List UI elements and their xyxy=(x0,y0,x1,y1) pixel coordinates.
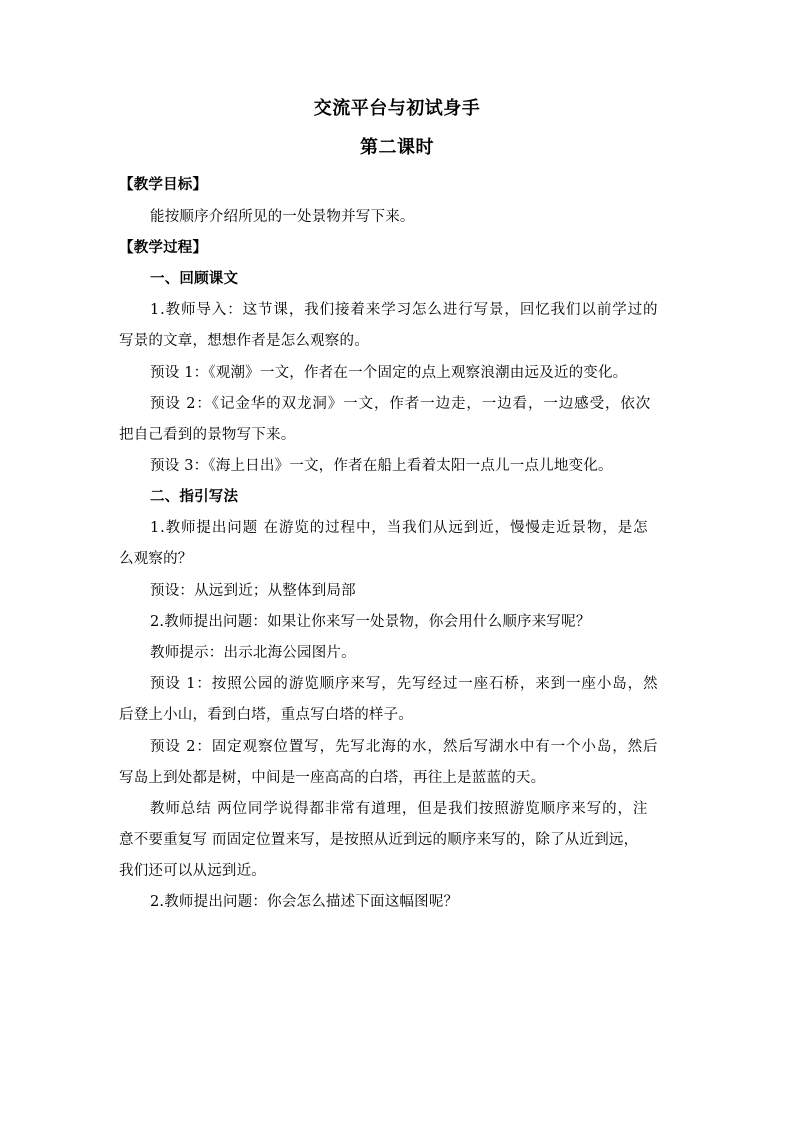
paragraph-line: 预设 2：《记金华的双龙洞》一文，作者一边走，一边看，一边感受，依次 xyxy=(150,396,652,412)
paragraph-line: 我们还可以从远到近。 xyxy=(119,863,266,879)
paragraph-line: 1.教师导入：这节课，我们接着来学习怎么进行写景，回忆我们以前学过的 xyxy=(150,302,659,318)
paragraph-line: 教师提示：出示北海公园图片。 xyxy=(150,645,356,661)
paragraph-line: 写景的文章，想想作者是怎么观察的。 xyxy=(119,333,369,349)
paragraph-line: 能按顺序介绍所见的一处景物并写下来。 xyxy=(150,209,415,225)
paragraph-line: 么观察的？ xyxy=(119,551,193,567)
section-heading-process: 【教学过程】 xyxy=(119,239,208,256)
paragraph-line: 2.教师提出问题：你会怎么描述下面这幅图呢？ xyxy=(150,894,459,910)
paragraph-line: 1.教师提出问题 在游览的过程中，当我们从远到近，慢慢走近景物，是怎 xyxy=(150,520,649,536)
paragraph-line: 预设 1：《观潮》一文，作者在一个固定的点上观察浪潮由远及近的变化。 xyxy=(150,365,628,381)
paragraph-line: 预设：从远到近；从整体到局部 xyxy=(150,583,356,599)
paragraph-line: 教师总结 两位同学说得都非常有道理，但是我们按照游览顺序来写的，注 xyxy=(150,801,649,817)
subheading-guidance: 二、指引写法 xyxy=(150,488,239,505)
paragraph-line: 2.教师提出问题：如果让你来写一处景物，你会用什么顺序来写呢？ xyxy=(150,614,591,630)
document-title: 交流平台与初试身手 xyxy=(313,98,481,119)
paragraph-line: 预设 3：《海上日出》一文，作者在船上看着太阳一点儿一点儿地变化。 xyxy=(150,458,613,474)
paragraph-line: 后登上小山，看到白塔，重点写白塔的样子。 xyxy=(119,707,413,723)
paragraph-line: 预设 2：固定观察位置写，先写北海的水，然后写湖水中有一个小岛，然后 xyxy=(150,739,659,755)
subheading-review: 一、回顾课文 xyxy=(150,270,239,287)
paragraph-line: 写岛上到处都是树，中间是一座高高的白塔，再往上是蓝蓝的天。 xyxy=(119,770,546,786)
section-heading-objectives: 【教学目标】 xyxy=(119,176,208,193)
document-subtitle: 第二课时 xyxy=(360,137,434,158)
paragraph-line: 预设 1：按照公园的游览顺序来写，先写经过一座石桥，来到一座小岛，然 xyxy=(150,676,659,692)
paragraph-line: 把自己看到的景物写下来。 xyxy=(119,427,296,443)
paragraph-line: 意不要重复写 而固定位置来写，是按照从近到远的顺序来写的，除了从近到远， xyxy=(119,832,639,848)
